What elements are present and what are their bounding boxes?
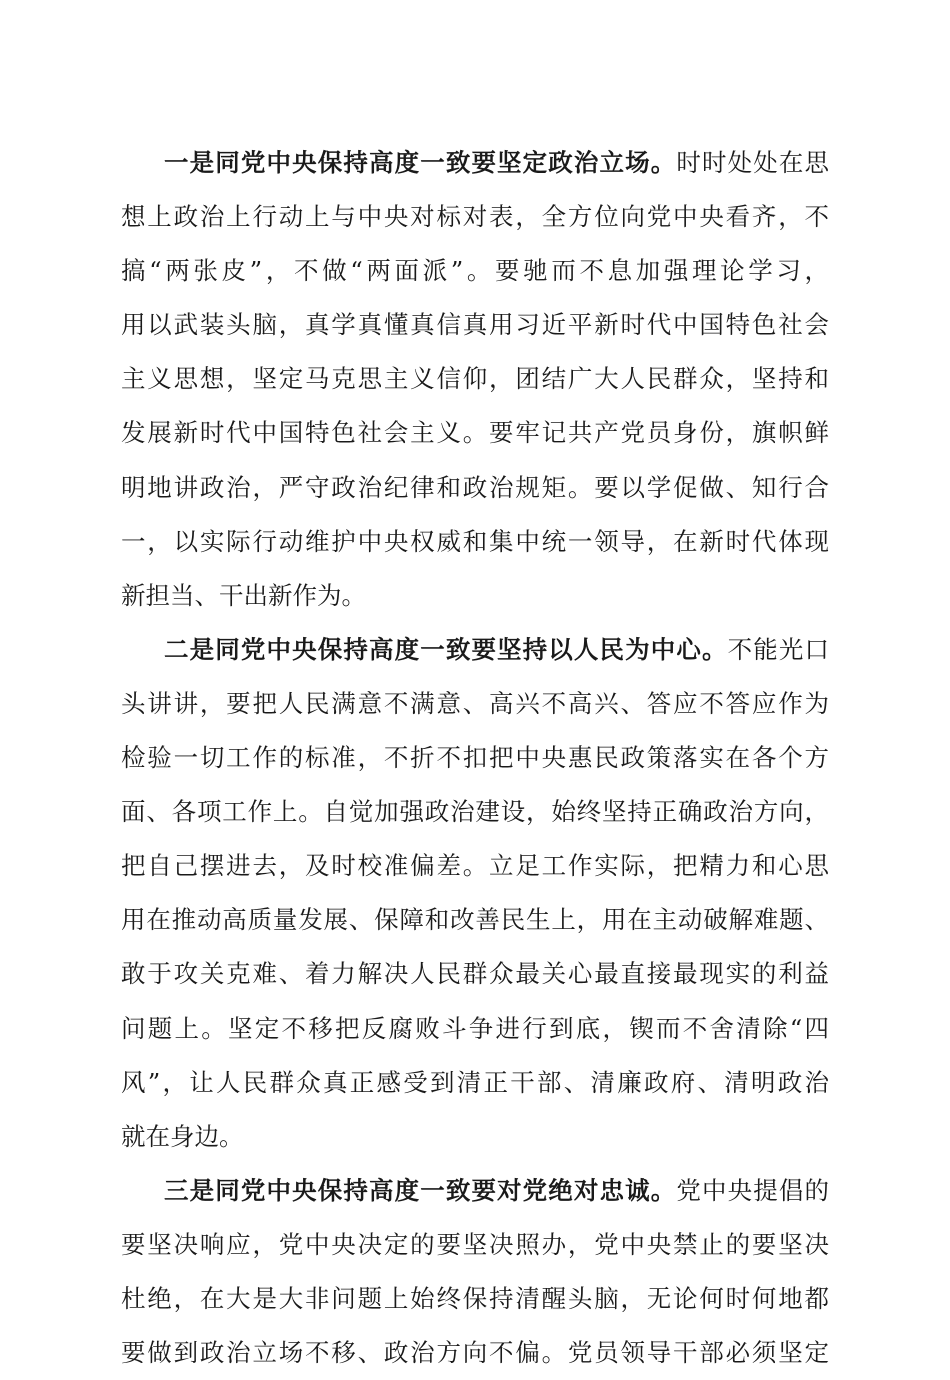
paragraph-line: 检验一切工作的标准，不折不扣把中央惠民政策落实在各个方 (121, 743, 829, 773)
paragraph-line: 主义思想，坚定马克思主义信仰，团结广大人民群众，坚持和 (121, 364, 829, 394)
paragraph-line: 头讲讲，要把人民满意不满意、高兴不高兴、答应不答应作为 (121, 688, 829, 718)
paragraph-text: 不能光口 (727, 634, 830, 664)
paragraph-line: 用以武装头脑，真学真懂真信真用习近平新时代中国特色社会 (121, 310, 829, 340)
paragraph-line: 发展新时代中国特色社会主义。要牢记共产党员身份，旗帜鲜 (121, 418, 829, 448)
document-body (121, 136, 829, 1380)
paragraph-lead: 三是同党中央保持高度一致要对党绝对忠诚。 (164, 1175, 677, 1205)
paragraph-line: 把自己摆进去，及时校准偏差。立足工作实际，把精力和心思 (121, 851, 829, 881)
paragraph-line: 风”，让人民群众真正感受到清正干部、清廉政府、清明政治 (121, 1067, 829, 1097)
paragraph-line: 敢于攻关克难、着力解决人民群众最关心最直接最现实的利益 (121, 959, 829, 989)
paragraph-line: 要坚决响应，党中央决定的要坚决照办，党中央禁止的要坚决 (121, 1229, 829, 1259)
paragraph-line: 要做到政治立场不移、政治方向不偏。党员领导干部必须坚定 (121, 1338, 829, 1368)
paragraph-line (121, 623, 829, 677)
paragraph-line: 杜绝，在大是大非问题上始终保持清醒头脑，无论何时何地都 (121, 1283, 829, 1313)
paragraph-line: 用在推动高质量发展、保障和改善民生上，用在主动破解难题、 (121, 905, 829, 935)
paragraph-line: 搞“两张皮”，不做“两面派”。要驰而不息加强理论学习， (121, 256, 829, 286)
paragraph-line (121, 136, 829, 190)
paragraph-line: 就在身边。 (121, 1121, 244, 1151)
paragraph-lead: 一是同党中央保持高度一致要坚定政治立场。 (164, 148, 677, 177)
paragraph-line: 一，以实际行动维护中央权威和集中统一领导，在新时代体现 (121, 526, 829, 556)
paragraph-text: 时时处处在思 (676, 148, 830, 177)
paragraph-text: 党中央提倡的 (676, 1175, 830, 1205)
paragraph-2 (121, 623, 829, 1164)
paragraph-line: 明地讲政治，严守政治纪律和政治规矩。要以学促做、知行合 (121, 472, 829, 502)
paragraph-line (121, 1164, 829, 1218)
paragraph-lead: 二是同党中央保持高度一致要坚持以人民为中心。 (164, 634, 728, 664)
paragraph-line: 面、各项工作上。自觉加强政治建设，始终坚持正确政治方向， (121, 797, 829, 827)
paragraph-line: 想上政治上行动上与中央对标对表，全方位向党中央看齐，不 (121, 202, 829, 232)
paragraph-1 (121, 136, 829, 623)
paragraph-line: 问题上。坚定不移把反腐败斗争进行到底，锲而不舍清除“四 (121, 1013, 829, 1043)
paragraph-3 (121, 1164, 829, 1380)
paragraph-line: 新担当、干出新作为。 (121, 580, 366, 610)
